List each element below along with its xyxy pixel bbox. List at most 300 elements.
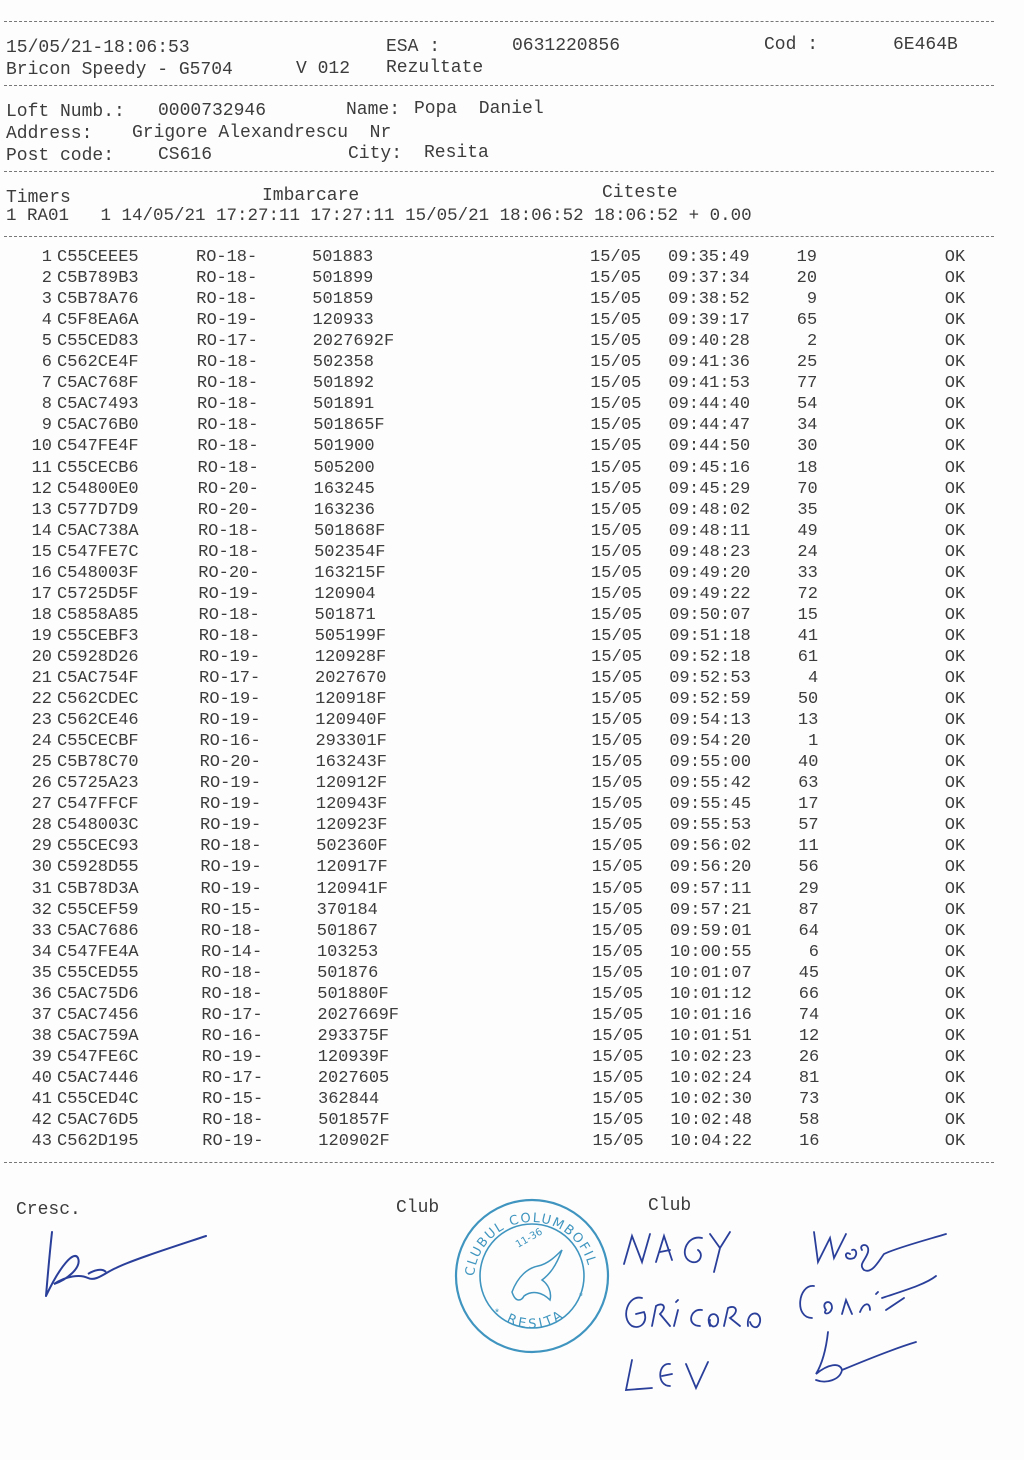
separator-line [4, 85, 994, 86]
row-number: 40 [31, 1068, 52, 1088]
chip-id: C5928D55 [57, 858, 139, 878]
svg-text:*: * [494, 1309, 501, 1320]
arrival-time: 09:49:20 [668, 563, 751, 583]
arrival-time: 09:57:11 [669, 879, 752, 899]
ring-number: 501892 [312, 374, 375, 394]
status-ok: OK [944, 395, 966, 415]
esa-label: ESA : [386, 37, 441, 57]
arrival-time: 09:54:13 [669, 711, 751, 731]
arrival-time: 09:55:00 [669, 753, 752, 773]
row-number: 39 [31, 1047, 52, 1067]
row-number: 19 [31, 626, 52, 646]
ring-number: 120943F [315, 795, 388, 815]
arrival-date: 15/05 [590, 563, 642, 583]
row-number: 25 [31, 753, 52, 773]
ring-series: RO-19- [196, 311, 258, 331]
status-ok: OK [944, 1090, 966, 1109]
position: 24 [797, 542, 818, 562]
chip-id: C5F8EA6A [57, 311, 139, 331]
arrival-date: 15/05 [592, 1068, 644, 1088]
status-ok: OK [944, 669, 966, 688]
arrival-date: 15/05 [591, 647, 643, 667]
arrival-date: 15/05 [592, 1090, 644, 1109]
position: 81 [798, 1068, 820, 1088]
result-row [0, 753, 1024, 774]
ring-number: 2027670 [315, 669, 387, 688]
arrival-time: 09:48:02 [668, 500, 751, 520]
club-signatures-2 [786, 1214, 966, 1404]
arrival-time: 09:45:29 [668, 479, 751, 499]
position: 40 [798, 753, 819, 773]
separator-line [4, 21, 994, 22]
status-ok: OK [944, 605, 966, 625]
breeder-signature [36, 1210, 226, 1310]
position: 87 [798, 900, 819, 920]
loft-number: 0000732946 [158, 101, 267, 121]
arrival-time: 10:02:24 [670, 1068, 752, 1088]
row-number: 21 [31, 669, 52, 688]
ring-number: 501899 [312, 269, 374, 289]
arrival-time: 10:04:22 [670, 1132, 753, 1152]
row-number: 15 [31, 542, 52, 562]
row-number: 9 [41, 416, 52, 436]
ring-number: 120928F [314, 647, 387, 667]
svg-text:*: * [578, 1293, 585, 1304]
arrival-time: 09:35:49 [668, 248, 750, 267]
stamp-bottom-text: RESITA [504, 1306, 568, 1333]
position: 58 [799, 1111, 820, 1131]
chip-id: C5928D26 [57, 647, 139, 667]
result-row [0, 501, 1024, 522]
arrival-date: 15/05 [591, 711, 643, 731]
ring-number: 293375F [317, 1026, 389, 1046]
row-number: 30 [31, 858, 52, 878]
chip-id: C547FE4A [57, 942, 139, 962]
chip-id: C55CED55 [57, 963, 139, 983]
device-name: Bricon Speedy - G5704 [6, 60, 233, 80]
row-number: 22 [31, 690, 52, 710]
esa-value: 0631220856 [512, 36, 621, 56]
status-ok: OK [944, 858, 966, 878]
arrival-time: 09:45:16 [668, 458, 751, 478]
row-number: 8 [41, 395, 52, 415]
position: 73 [798, 1090, 820, 1109]
result-row [0, 774, 1024, 795]
row-number: 28 [31, 816, 52, 836]
chip-id: C5AC7686 [57, 921, 139, 941]
status-ok: OK [944, 647, 966, 667]
ring-number: 501880F [317, 984, 389, 1004]
ring-number: 501865F [313, 416, 385, 436]
ring-number: 501857F [318, 1111, 390, 1131]
position: 41 [797, 626, 819, 646]
ring-number: 120912F [315, 774, 388, 794]
row-number: 24 [31, 732, 52, 752]
ring-number: 505200 [313, 458, 375, 478]
row-number: 13 [31, 500, 52, 520]
row-number: 14 [31, 521, 52, 541]
status-ok: OK [944, 311, 966, 331]
position: 13 [797, 711, 819, 731]
ring-number: 120923F [316, 816, 388, 836]
position: 61 [797, 647, 819, 667]
ring-series: RO-18- [196, 269, 258, 289]
arrival-time: 10:01:07 [670, 963, 752, 983]
arrival-time: 09:40:28 [668, 332, 750, 352]
arrival-date: 15/05 [591, 690, 643, 710]
status-ok: OK [944, 290, 966, 310]
arrival-date: 15/05 [590, 416, 642, 436]
status-ok: OK [944, 690, 966, 710]
chip-id: C5AC76B0 [57, 416, 139, 436]
arrival-date: 15/05 [590, 353, 642, 373]
postcode-label: Post code: [6, 146, 115, 166]
result-row [0, 416, 1024, 437]
club-label: Club [396, 1198, 440, 1218]
position: 15 [797, 605, 819, 625]
chip-id: C5B78D3A [57, 879, 139, 899]
position: 34 [797, 416, 818, 436]
arrival-date: 15/05 [591, 921, 643, 941]
pigeon-icon [512, 1250, 562, 1300]
result-row [0, 543, 1024, 564]
ring-number: 120939F [317, 1047, 390, 1067]
status-ok: OK [944, 542, 966, 562]
cod-label: Cod : [764, 35, 819, 55]
arrival-date: 15/05 [591, 605, 643, 625]
ring-series: RO-18- [201, 963, 263, 983]
row-number: 4 [41, 311, 52, 331]
arrival-time: 09:41:53 [668, 374, 750, 394]
ring-series: RO-18- [196, 290, 258, 310]
arrival-time: 09:52:18 [669, 647, 751, 667]
ring-series: RO-18- [197, 521, 260, 541]
row-number: 16 [31, 563, 52, 583]
club-label: Club [648, 1196, 692, 1216]
arrival-time: 09:52:59 [669, 690, 751, 710]
arrival-time: 09:55:53 [669, 816, 752, 836]
status-ok: OK [944, 963, 966, 983]
arrival-date: 15/05 [592, 963, 644, 983]
status-ok: OK [944, 437, 966, 457]
ring-number: 501867 [316, 921, 379, 941]
arrival-time: 10:01:51 [670, 1026, 752, 1046]
chip-id: C55CEF59 [57, 900, 139, 920]
row-number: 11 [31, 458, 52, 478]
result-row [0, 564, 1024, 585]
position: 65 [796, 311, 818, 331]
ring-series: RO-19- [202, 1132, 264, 1152]
address-label: Address: [6, 124, 93, 144]
status-ok: OK [944, 353, 966, 373]
arrival-time: 09:59:01 [669, 921, 752, 941]
result-row [0, 880, 1024, 901]
separator-line [4, 171, 994, 172]
ring-series: RO-14- [200, 942, 263, 962]
result-row [0, 837, 1024, 858]
status-ok: OK [944, 837, 966, 857]
arrival-date: 15/05 [590, 395, 642, 415]
result-row [0, 395, 1024, 416]
arrival-date: 15/05 [590, 479, 642, 499]
chip-id: C5B789B3 [57, 269, 139, 289]
ring-number: 120917F [316, 858, 388, 878]
ring-number: 501876 [317, 963, 379, 983]
ring-series: RO-20- [197, 500, 260, 520]
status-ok: OK [944, 626, 966, 646]
ring-series: RO-19- [200, 879, 262, 899]
row-number: 29 [31, 837, 52, 857]
embark-label: Imbarcare [262, 186, 360, 206]
position: 29 [798, 879, 819, 899]
result-row [0, 816, 1024, 837]
position: 26 [798, 1047, 820, 1067]
result-row [0, 480, 1024, 501]
address-value: Grigore Alexandrescu Nr [132, 123, 392, 143]
result-row [0, 985, 1024, 1006]
ring-series: RO-18- [197, 395, 259, 415]
ring-number: 163243F [315, 753, 388, 773]
ring-series: RO-18- [200, 921, 263, 941]
arrival-date: 15/05 [590, 542, 642, 562]
position: 17 [798, 795, 819, 815]
ring-number: 362844 [318, 1090, 380, 1109]
status-ok: OK [944, 584, 966, 604]
arrival-time: 09:44:40 [668, 395, 751, 415]
arrival-date: 15/05 [590, 311, 642, 331]
ring-series: RO-18- [201, 984, 263, 1004]
ring-number: 120902F [318, 1132, 390, 1152]
ring-series: RO-18- [198, 542, 260, 562]
result-row [0, 606, 1024, 627]
ring-series: RO-18- [196, 353, 258, 373]
postcode-value: CS616 [158, 145, 213, 165]
position: 12 [798, 1026, 820, 1046]
status-ok: OK [944, 921, 966, 941]
chip-id: C5AC759A [57, 1026, 139, 1046]
position: 20 [796, 269, 818, 289]
ring-number: 501871 [314, 605, 376, 625]
position: 64 [798, 921, 819, 941]
ring-series: RO-18- [196, 248, 258, 267]
chip-id: C5725D5F [57, 584, 139, 604]
result-row [0, 648, 1024, 669]
row-number: 33 [31, 921, 52, 941]
chip-id: C5B78C70 [57, 753, 139, 773]
result-row [0, 437, 1024, 458]
arrival-time: 09:48:11 [668, 521, 751, 541]
chip-id: C5AC7456 [57, 1005, 139, 1025]
ring-number: 502358 [312, 353, 374, 373]
status-ok: OK [944, 816, 966, 836]
arrival-date: 15/05 [591, 669, 643, 688]
arrival-date: 15/05 [590, 458, 642, 478]
city-label: City: [348, 144, 403, 164]
ring-number: 502360F [316, 837, 388, 857]
position: 1 [808, 732, 819, 752]
arrival-date: 15/05 [591, 626, 643, 646]
result-row [0, 585, 1024, 606]
arrival-date: 15/05 [590, 269, 642, 289]
arrival-date: 15/05 [591, 774, 643, 794]
ring-number: 501868F [313, 521, 386, 541]
chip-id: C55CECB6 [57, 458, 139, 478]
stamp-top-text: CLUBUL COLUMBOFIL [463, 1210, 600, 1277]
ring-series: RO-18- [196, 374, 259, 394]
arrival-date: 15/05 [591, 900, 643, 920]
status-ok: OK [944, 774, 966, 794]
result-row [0, 690, 1024, 711]
position: 50 [797, 690, 819, 710]
arrival-time: 09:52:53 [669, 669, 751, 688]
position: 18 [797, 458, 818, 478]
status-ok: OK [944, 1132, 966, 1152]
club-stamp [452, 1196, 612, 1356]
stamp-code: 11-36 [514, 1226, 545, 1251]
row-number: 43 [31, 1132, 52, 1152]
ring-series: RO-20- [199, 753, 261, 773]
ring-number: 120941F [316, 879, 388, 899]
chip-id: C55CED4C [57, 1090, 139, 1109]
breeder-label: Cresc. [16, 1200, 81, 1220]
status-ok: OK [944, 753, 966, 773]
chip-id: C5858A85 [57, 605, 139, 625]
arrival-time: 09:55:42 [669, 774, 752, 794]
result-row [0, 1111, 1024, 1132]
result-row [0, 669, 1024, 690]
ring-number: 120940F [315, 711, 387, 731]
chip-id: C5AC7446 [57, 1068, 139, 1088]
result-row [0, 1027, 1024, 1048]
row-number: 41 [31, 1090, 52, 1109]
row-number: 12 [31, 479, 52, 499]
ring-series: RO-19- [198, 584, 260, 604]
timers-label: Timers [6, 188, 71, 208]
position: 45 [798, 963, 820, 983]
arrival-time: 09:51:18 [669, 626, 751, 646]
ring-series: RO-16- [199, 732, 261, 752]
ring-series: RO-18- [202, 1111, 264, 1131]
ring-series: RO-17- [201, 1005, 263, 1025]
chip-id: C562D195 [57, 1132, 139, 1152]
ring-series: RO-18- [198, 605, 260, 625]
result-row [0, 901, 1024, 922]
position: 56 [798, 858, 819, 878]
status-ok: OK [944, 1005, 966, 1025]
device-version: V 012 [296, 59, 351, 79]
row-number: 35 [31, 963, 52, 983]
arrival-date: 15/05 [591, 732, 643, 752]
ring-series: RO-19- [198, 647, 261, 667]
result-row [0, 290, 1024, 311]
status-ok: OK [944, 269, 966, 289]
separator-line [4, 1162, 994, 1163]
chip-id: C55CEC93 [57, 837, 139, 857]
status-ok: OK [944, 500, 966, 520]
chip-id: C55CED83 [57, 332, 139, 352]
arrival-time: 09:50:07 [669, 605, 751, 625]
chip-id: C54800E0 [57, 479, 139, 499]
position: 77 [796, 374, 818, 394]
position: 25 [796, 353, 818, 373]
position: 6 [808, 942, 819, 962]
report-type: Rezultate [386, 58, 484, 78]
read-label: Citeste [602, 183, 678, 203]
arrival-time: 09:56:02 [669, 837, 752, 857]
ring-number: 502354F [314, 542, 386, 562]
position: 70 [797, 479, 818, 499]
arrival-date: 15/05 [590, 584, 642, 604]
status-ok: OK [944, 1047, 966, 1067]
position: 54 [797, 395, 818, 415]
result-row [0, 269, 1024, 290]
ring-number: 2027605 [317, 1068, 390, 1088]
arrival-date: 15/05 [591, 816, 643, 836]
arrival-time: 10:01:16 [670, 1005, 752, 1025]
result-row [0, 459, 1024, 480]
result-row [0, 311, 1024, 332]
position: 74 [798, 1005, 820, 1025]
arrival-time: 09:56:20 [669, 858, 752, 878]
ring-series: RO-19- [199, 774, 261, 794]
row-number: 10 [31, 437, 52, 457]
row-number: 32 [31, 900, 52, 920]
chip-id: C55CEBF3 [57, 626, 139, 646]
ring-series: RO-19- [200, 816, 262, 836]
arrival-date: 15/05 [590, 374, 642, 394]
arrival-date: 15/05 [591, 879, 643, 899]
ring-number: 505199F [314, 626, 387, 646]
ring-series: RO-18- [197, 437, 259, 457]
chip-id: C548003F [57, 563, 139, 583]
status-ok: OK [944, 332, 966, 352]
result-row [0, 858, 1024, 879]
arrival-date: 15/05 [592, 1005, 644, 1025]
arrival-time: 10:01:12 [670, 984, 752, 1004]
arrival-date: 15/05 [592, 1047, 644, 1067]
status-ok: OK [944, 374, 966, 394]
arrival-time: 09:54:20 [669, 732, 751, 752]
name-label: Name: [346, 100, 401, 120]
arrival-time: 09:49:22 [668, 584, 751, 604]
status-ok: OK [944, 942, 966, 962]
arrival-date: 15/05 [590, 437, 642, 457]
chip-id: C5AC754F [57, 669, 139, 688]
ring-series: RO-20- [197, 479, 259, 499]
chip-id: C562CE46 [57, 711, 139, 731]
result-row [0, 1090, 1024, 1111]
result-row [0, 374, 1024, 395]
ring-series: RO-18- [198, 626, 260, 646]
result-row [0, 922, 1024, 943]
result-row [0, 353, 1024, 374]
status-ok: OK [944, 1068, 966, 1088]
status-ok: OK [944, 984, 966, 1004]
row-number: 27 [31, 795, 52, 815]
result-row [0, 732, 1024, 753]
chip-id: C55CECBF [57, 732, 139, 752]
arrival-time: 09:37:34 [668, 269, 750, 289]
status-ok: OK [944, 795, 966, 815]
result-row [0, 627, 1024, 648]
chip-id: C5AC738A [57, 521, 139, 541]
chip-id: C547FE7C [57, 542, 139, 562]
position: 49 [797, 521, 818, 541]
arrival-date: 15/05 [592, 1026, 644, 1046]
position: 72 [797, 584, 818, 604]
result-row [0, 795, 1024, 816]
ring-series: RO-17- [201, 1068, 264, 1088]
